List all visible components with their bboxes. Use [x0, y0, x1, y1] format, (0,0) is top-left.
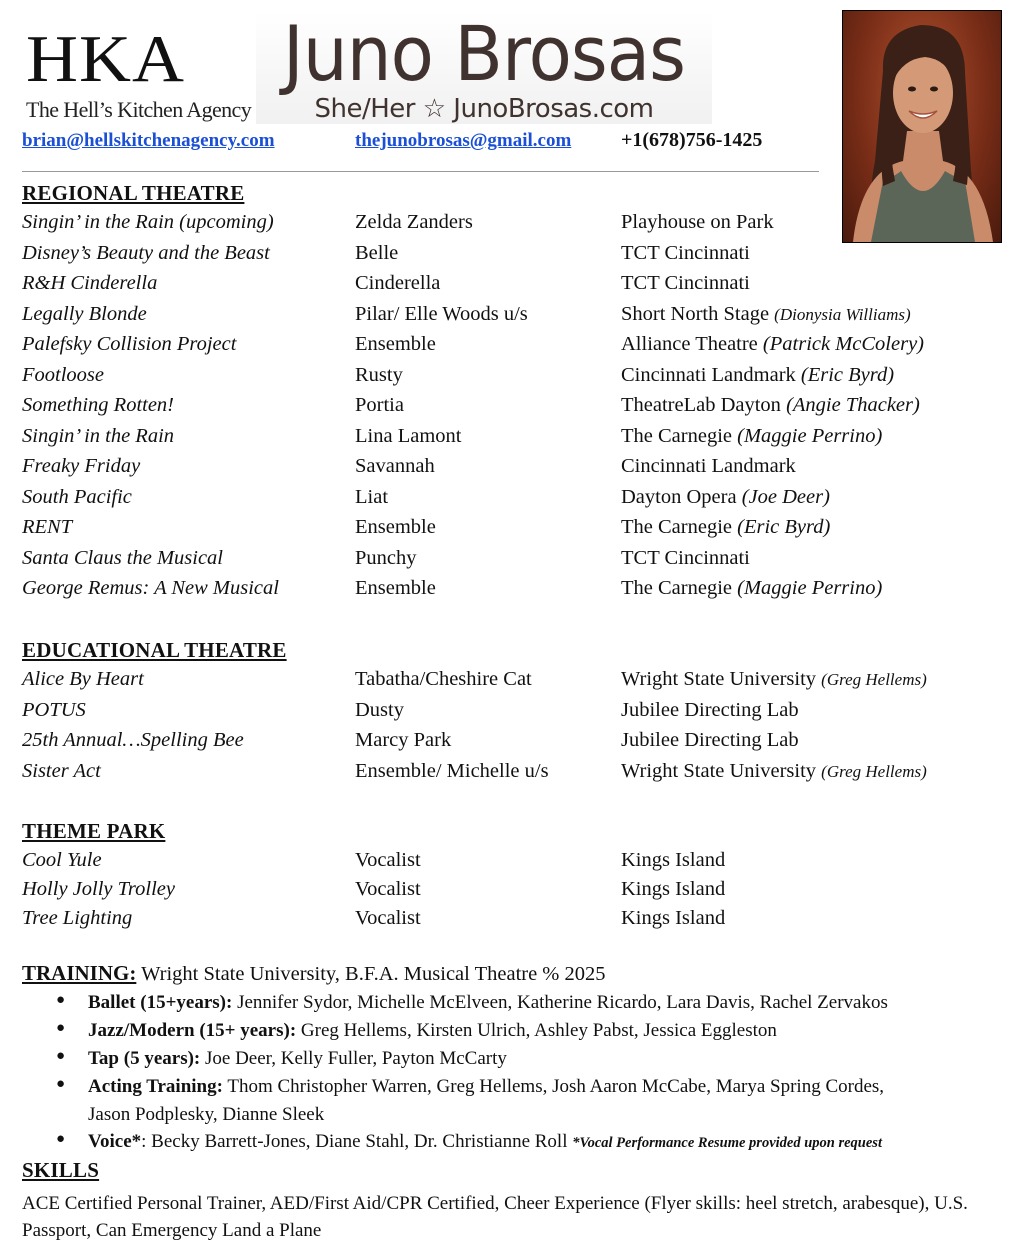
credit-row — [0, 547, 1016, 577]
credit-row — [0, 516, 1016, 546]
venue-name: Wright State University — [621, 759, 817, 782]
credit-row — [0, 878, 1016, 908]
credit-director: (Greg Hellems) — [821, 761, 927, 781]
venue-name: Cincinnati Landmark — [621, 363, 796, 386]
bullet-icon: ● — [56, 1131, 66, 1147]
credit-role: Vocalist — [355, 907, 421, 929]
credit-venue — [621, 699, 799, 722]
credit-venue — [621, 333, 924, 356]
venue-name: Dayton Opera — [621, 485, 737, 508]
training-item-text: Jennifer Sydor, Michelle McElveen, Katherine Ricardo, Lara Davis, Rachel Zervakos — [237, 992, 888, 1013]
bullet-icon: ● — [56, 1020, 66, 1036]
credit-role: Ensemble — [355, 333, 436, 355]
venue-name: Cincinnati Landmark — [621, 455, 796, 477]
credit-role: Zelda Zanders — [355, 211, 473, 233]
credit-title: 25th Annual…Spelling Bee — [22, 729, 244, 751]
credit-role: Lina Lamont — [355, 424, 462, 447]
training-degree: Wright State University, B.F.A. Musical Theatre % 2025 — [141, 963, 606, 985]
credit-role: Vocalist — [355, 849, 421, 871]
credit-title: South Pacific — [22, 485, 132, 508]
credit-title: Alice By Heart — [22, 668, 144, 690]
venue-name: The Carnegie — [621, 424, 732, 447]
credit-venue — [621, 242, 750, 265]
credit-row — [0, 668, 1016, 698]
training-item-text: : Becky Barrett-Jones, Diane Stahl, Dr. Christianne Roll — [141, 1131, 568, 1152]
credit-director: (Eric Byrd) — [737, 516, 831, 538]
credit-title: Cool Yule — [22, 849, 102, 871]
phone-number: +1(678)756-1425 — [621, 129, 763, 151]
credit-venue — [621, 907, 725, 930]
performer-name: Juno Brosas — [282, 9, 686, 98]
credit-director: (Patrick McColery) — [762, 333, 925, 355]
credit-director: (Dionysia Williams) — [774, 304, 911, 324]
credit-venue — [621, 577, 882, 600]
credit-director: (Angie Thacker) — [786, 394, 920, 416]
theme-park-heading: THEME PARK — [22, 819, 166, 843]
training-item-label: Tap (5 years): — [88, 1048, 201, 1069]
credit-row — [0, 333, 1016, 363]
agency-logo-name: The Hell’s Kitchen Agency — [26, 97, 252, 122]
credit-role: Pilar/ Elle Woods u/s — [355, 302, 528, 325]
venue-name: Alliance Theatre — [621, 333, 758, 355]
credit-role: Portia — [355, 394, 404, 416]
venue-name: TCT Cincinnati — [621, 272, 750, 294]
venue-name: Wright State University — [621, 668, 817, 690]
credit-role: Punchy — [355, 546, 417, 569]
credit-row — [0, 729, 1016, 759]
venue-name: Jubilee Directing Lab — [621, 698, 799, 721]
credit-row — [0, 760, 1016, 790]
credit-title: POTUS — [22, 698, 86, 721]
credit-role: Belle — [355, 241, 399, 264]
vocal-resume-note: *Vocal Performance Resume provided upon request — [572, 1135, 882, 1151]
bullet-icon: ● — [56, 1048, 66, 1064]
regional-theatre-heading: REGIONAL THEATRE — [22, 181, 245, 205]
credit-venue — [621, 303, 911, 326]
credit-role: Dusty — [355, 698, 404, 721]
credit-venue — [621, 760, 927, 783]
bullet-icon: ● — [56, 1076, 66, 1092]
credit-venue — [621, 272, 750, 295]
credit-title: Singin’ in the Rain — [22, 424, 175, 447]
credit-role: Rusty — [355, 363, 403, 386]
credit-title: Santa Claus the Musical — [22, 546, 224, 569]
credit-title: Tree Lighting — [22, 907, 133, 929]
pronouns-website-tagline: She/Her ☆ JunoBrosas.com — [314, 94, 654, 124]
venue-name: Kings Island — [621, 849, 726, 871]
credit-title: R&H Cinderella — [22, 272, 158, 294]
credit-role: Ensemble — [355, 577, 436, 599]
credit-director: (Greg Hellems) — [821, 670, 927, 689]
credit-row — [0, 242, 1016, 272]
training-item-text: Greg Hellems, Kirsten Ulrich, Ashley Pabst, Jessica Eggleston — [300, 1020, 777, 1041]
training-item-label: Voice* — [88, 1131, 142, 1152]
credit-venue — [621, 486, 830, 509]
headshot-photo — [842, 10, 1002, 243]
credit-director: (Eric Byrd) — [800, 363, 895, 386]
training-item-text-continued: Jason Podplesky, Dianne Sleek — [88, 1104, 325, 1125]
credit-role: Marcy Park — [355, 729, 452, 751]
credit-venue — [621, 878, 725, 901]
headshot-illustration — [843, 11, 1001, 242]
credit-title: Footloose — [22, 363, 104, 386]
credit-title: Holly Jolly Trolley — [22, 878, 175, 900]
skills-heading: SKILLS — [22, 1158, 100, 1182]
credit-title: Legally Blonde — [22, 302, 147, 325]
credit-row — [0, 394, 1016, 424]
credit-title: RENT — [22, 516, 73, 538]
credit-title: George Remus: A New Musical — [22, 577, 279, 599]
credit-row — [0, 364, 1016, 394]
training-item-label: Ballet (15+years): — [88, 992, 233, 1013]
credit-venue — [621, 516, 830, 539]
credit-role: Liat — [355, 485, 389, 508]
credit-row — [0, 486, 1016, 516]
credit-director: (Joe Deer) — [741, 485, 830, 508]
venue-name: The Carnegie — [621, 516, 732, 538]
credit-row — [0, 211, 1016, 241]
training-item-text: Joe Deer, Kelly Fuller, Payton McCarty — [205, 1048, 507, 1069]
credit-venue — [621, 394, 920, 417]
agency-email-link[interactable]: brian@hellskitchenagency.com — [22, 130, 275, 151]
credit-role: Vocalist — [355, 878, 421, 900]
credit-title: Disney’s Beauty and the Beast — [22, 241, 270, 264]
credit-director: (Maggie Perrino) — [737, 577, 883, 599]
header-divider — [22, 171, 819, 172]
training-heading: TRAINING: — [22, 961, 137, 985]
credit-row — [0, 849, 1016, 879]
credit-venue — [621, 729, 799, 752]
venue-name: The Carnegie — [621, 577, 732, 599]
bullet-icon: ● — [56, 992, 66, 1008]
venue-name: Short North Stage — [621, 302, 770, 325]
credit-row — [0, 303, 1016, 333]
credit-role: Ensemble/ Michelle u/s — [355, 759, 549, 782]
venue-name: TCT Cincinnati — [621, 546, 750, 569]
skills-text: ACE Certified Personal Trainer, AED/First Aid/CPR Certified, Cheer Experience (Flyer skills: heel stretch, arabesque), U.S. Passport, Can Emergency Land a Plane — [22, 1193, 968, 1241]
personal-email-link[interactable]: thejunobrosas@gmail.com — [355, 130, 572, 151]
credit-title: Freaky Friday — [22, 455, 141, 477]
educational-theatre-heading: EDUCATIONAL THEATRE — [22, 638, 287, 662]
venue-name: Playhouse on Park — [621, 211, 774, 233]
credit-venue — [621, 547, 750, 570]
credit-row — [0, 577, 1016, 607]
credit-title: Sister Act — [22, 759, 101, 782]
venue-name: Kings Island — [621, 878, 726, 900]
training-item-label: Jazz/Modern (15+ years): — [88, 1020, 297, 1041]
credit-title: Something Rotten! — [22, 394, 175, 416]
credit-row — [0, 272, 1016, 302]
credit-role: Tabatha/Cheshire Cat — [355, 668, 532, 690]
credit-row — [0, 907, 1016, 937]
credit-venue — [621, 455, 796, 478]
venue-name: Kings Island — [621, 907, 726, 929]
credit-venue — [621, 668, 927, 691]
training-item-text: Thom Christopher Warren, Greg Hellems, Josh Aaron McCabe, Marya Spring Cordes, — [227, 1076, 885, 1097]
credit-row — [0, 455, 1016, 485]
name-banner — [256, 9, 712, 124]
credit-row — [0, 425, 1016, 455]
venue-name: Jubilee Directing Lab — [621, 729, 799, 751]
credit-role: Savannah — [355, 455, 435, 477]
credit-title: Singin’ in the Rain (upcoming) — [22, 211, 274, 233]
training-summary — [22, 961, 606, 986]
agency-logo-letters: HKA — [26, 22, 185, 96]
venue-name: TCT Cincinnati — [621, 241, 750, 264]
credit-venue — [621, 425, 882, 448]
credit-venue — [621, 211, 774, 234]
venue-name: TheatreLab Dayton — [621, 394, 781, 416]
credit-venue — [621, 849, 725, 872]
credit-director: (Maggie Perrino) — [737, 424, 883, 447]
training-item-label: Acting Training: — [88, 1076, 223, 1097]
credit-venue — [621, 364, 894, 387]
credit-row — [0, 699, 1016, 729]
credit-title: Palefsky Collision Project — [22, 333, 237, 355]
credit-role: Cinderella — [355, 272, 441, 294]
credit-role: Ensemble — [355, 516, 436, 538]
